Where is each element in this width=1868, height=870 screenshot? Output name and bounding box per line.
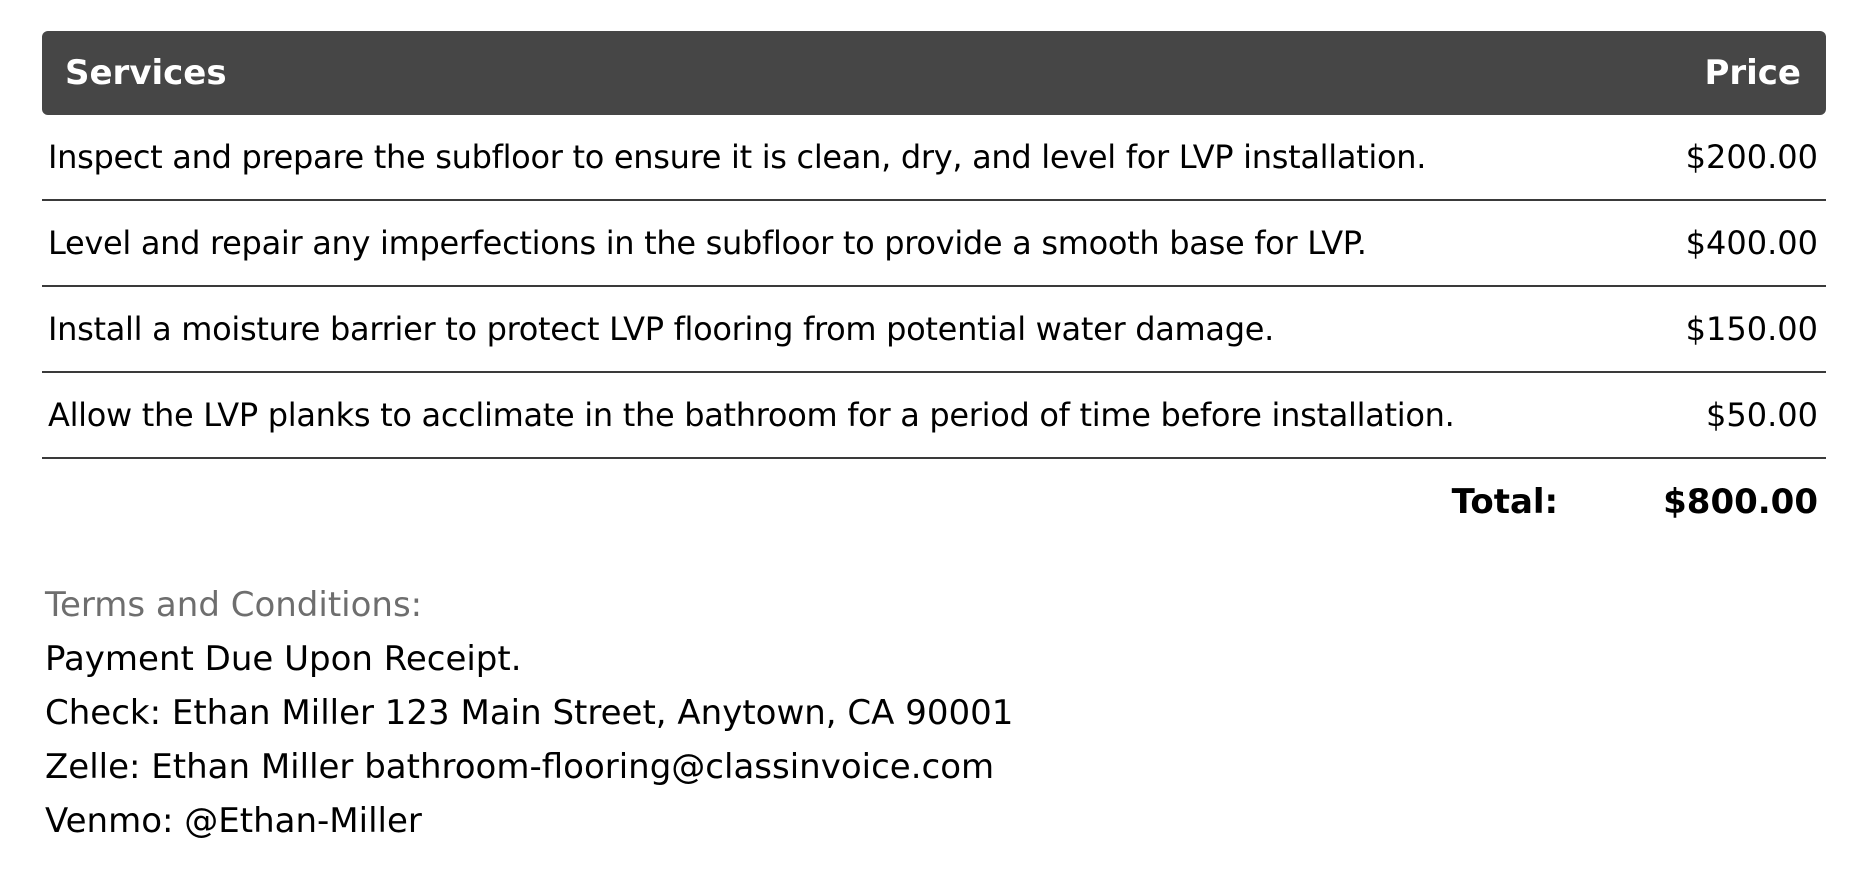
- table-row: [42, 201, 1826, 287]
- total-label: Total:: [1451, 482, 1559, 522]
- venmo-payment-line: Venmo: @Ethan-Miller: [45, 801, 422, 841]
- service-description: Inspect and prepare the subfloor to ensure it is clean, dry, and level for LVP installation.: [48, 138, 1427, 176]
- price-column-header: Price: [1704, 53, 1801, 93]
- table-row: [42, 115, 1826, 201]
- terms-section: [45, 578, 1013, 848]
- table-header: [42, 31, 1826, 115]
- check-payment-line: Check: Ethan Miller 123 Main Street, Anytown, CA 90001: [45, 693, 1014, 733]
- total-value: $800.00: [1663, 482, 1818, 522]
- service-description: Level and repair any imperfections in the subfloor to provide a smooth base for LVP.: [48, 224, 1367, 262]
- payment-due-line: Payment Due Upon Receipt.: [45, 639, 522, 679]
- table-row: [42, 373, 1826, 459]
- service-price: $150.00: [1685, 310, 1818, 348]
- service-price: $50.00: [1706, 396, 1818, 434]
- service-description: Install a moisture barrier to protect LVP flooring from potential water damage.: [48, 310, 1274, 348]
- service-description: Allow the LVP planks to acclimate in the bathroom for a period of time before installation.: [48, 396, 1455, 434]
- service-price: $200.00: [1685, 138, 1818, 176]
- terms-title: Terms and Conditions:: [45, 585, 423, 625]
- zelle-payment-line: Zelle: Ethan Miller bathroom-flooring@classinvoice.com: [45, 747, 995, 787]
- services-table: [42, 31, 1826, 545]
- service-price: $400.00: [1685, 224, 1818, 262]
- total-row: [42, 459, 1826, 545]
- table-row: [42, 287, 1826, 373]
- services-column-header: Services: [65, 53, 227, 93]
